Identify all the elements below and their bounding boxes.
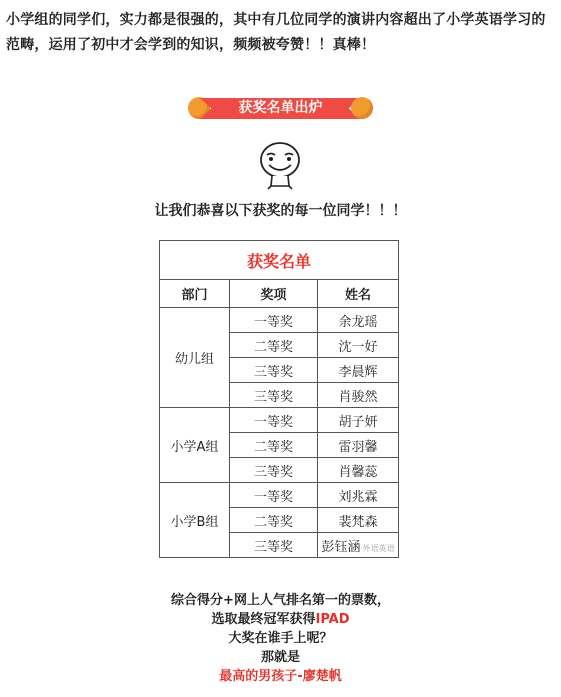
- header-prize: 奖项: [230, 280, 318, 308]
- header-name: 姓名: [318, 280, 399, 308]
- name-cell: 裴梵森: [318, 508, 399, 533]
- watermark: 外语英语: [362, 543, 395, 553]
- prize-cell: 一等奖: [230, 483, 318, 508]
- intro-paragraph: 小学组的同学们，实力都是很强的，其中有几位同学的演讲内容超出了小学英语学习的范畴，运用了初中才会学到的知识，频频被夸赞！！真棒！: [6, 12, 546, 53]
- dept-cell: 小学B组: [160, 483, 230, 558]
- prize-cell: 三等奖: [230, 533, 318, 558]
- dept-cell: 幼儿组: [160, 308, 230, 408]
- prize-cell: 三等奖: [230, 358, 318, 383]
- table-title: 获奖名单: [160, 241, 399, 280]
- table-title-row: [160, 241, 399, 280]
- award-banner: [188, 94, 373, 122]
- prize-cell: 二等奖: [230, 508, 318, 533]
- announcement-line: 那就是: [260, 650, 300, 665]
- result-announcement: [0, 591, 561, 686]
- award-table: [159, 240, 399, 558]
- header-dept: 部门: [160, 280, 230, 308]
- name-cell: 胡子妍: [318, 408, 399, 433]
- announcement-prefix: 选取最终冠军获得: [211, 612, 316, 627]
- prize-highlight: IPAD: [315, 612, 350, 627]
- name-cell: 李晨辉: [318, 358, 399, 383]
- announcement-line: [0, 610, 561, 629]
- table-row: [160, 483, 399, 508]
- table-row: [160, 408, 399, 433]
- prize-cell: 一等奖: [230, 408, 318, 433]
- smiley-mascot-icon: [254, 138, 306, 192]
- name-cell: 刘兆霖: [318, 483, 399, 508]
- name-cell: 沈一好: [318, 333, 399, 358]
- winner-name: 最高的男孩子-廖楚帆: [219, 669, 342, 684]
- name-cell: 余龙瑶: [318, 308, 399, 333]
- prize-cell: 三等奖: [230, 458, 318, 483]
- name-cell: 雷羽馨: [318, 433, 399, 458]
- announcement-line: 综合得分+网上人气排名第一的票数，: [171, 593, 390, 608]
- prize-cell: 二等奖: [230, 333, 318, 358]
- prize-cell: 三等奖: [230, 383, 318, 408]
- name-text: 彭钰涵: [321, 539, 361, 555]
- prize-cell: 二等奖: [230, 433, 318, 458]
- prize-cell: 一等奖: [230, 308, 318, 333]
- congrats-text: 让我们恭喜以下获奖的每一位同学！！！: [154, 203, 407, 219]
- name-cell: 肖馨蕊: [318, 458, 399, 483]
- table-header-row: [160, 280, 399, 308]
- table-row: [160, 308, 399, 333]
- name-cell: 肖骏然: [318, 383, 399, 408]
- dept-cell: 小学A组: [160, 408, 230, 483]
- announcement-line: 大奖在谁手上呢？: [228, 631, 333, 646]
- name-cell: [318, 533, 399, 558]
- banner-label: 获奖名单出炉: [238, 100, 323, 116]
- orange-dot-icon: [351, 97, 373, 119]
